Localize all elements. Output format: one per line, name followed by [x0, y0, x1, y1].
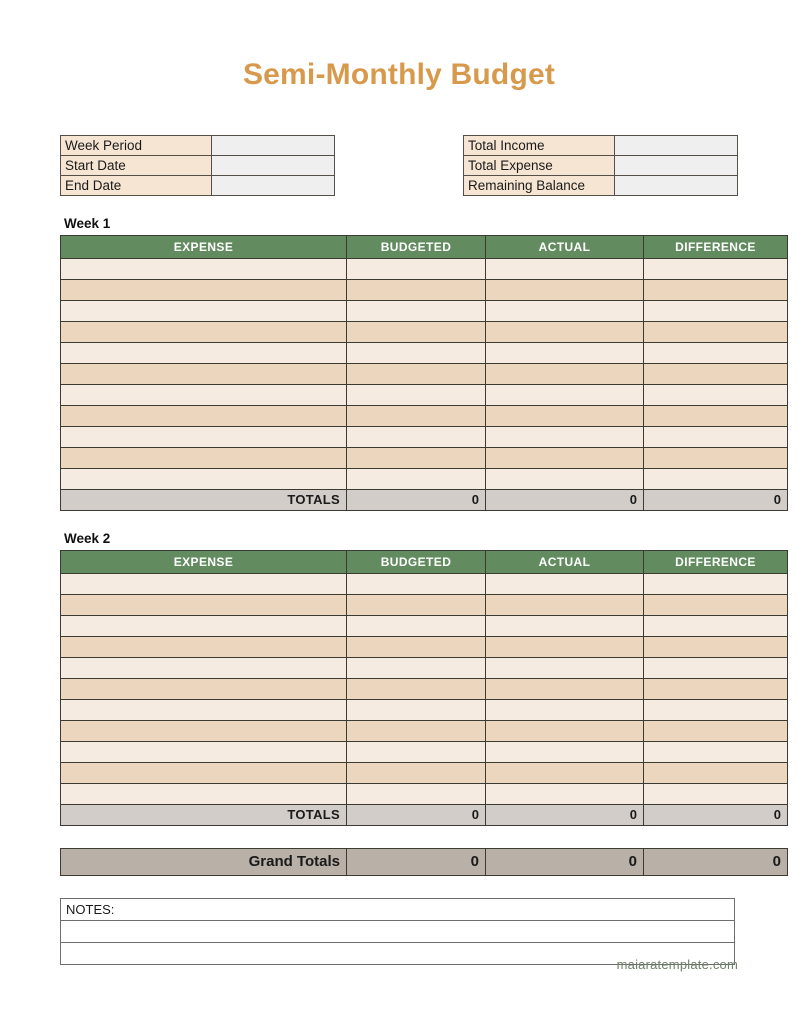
week2-cell-difference[interactable]: [644, 595, 788, 616]
table-row: [61, 616, 788, 637]
week1-cell-budgeted[interactable]: [347, 322, 486, 343]
table-header-row: [61, 236, 788, 259]
week2-table-head: [61, 551, 788, 574]
total-income-value[interactable]: [615, 136, 738, 156]
week1-cell-expense[interactable]: [61, 385, 347, 406]
total-expense-label: Total Expense: [464, 156, 615, 176]
week2-cell-expense[interactable]: [61, 721, 347, 742]
week1-totals-label: TOTALS: [61, 490, 347, 511]
week2-cell-actual[interactable]: [486, 700, 644, 721]
week1-cell-actual[interactable]: [486, 427, 644, 448]
week1-totals-row: [61, 490, 788, 511]
week2-cell-expense[interactable]: [61, 616, 347, 637]
site-credit: maiaratemplate.com: [616, 957, 738, 972]
week2-cell-budgeted[interactable]: [347, 574, 486, 595]
end-date-label: End Date: [61, 176, 212, 196]
week1-cell-difference[interactable]: [644, 385, 788, 406]
week1-cell-difference[interactable]: [644, 406, 788, 427]
week2-cell-expense[interactable]: [61, 763, 347, 784]
table-row: [61, 742, 788, 763]
week2-totals-difference: 0: [644, 805, 788, 826]
week1-cell-budgeted[interactable]: [347, 364, 486, 385]
grand-totals-label: Grand Totals: [61, 849, 347, 876]
week2-cell-actual[interactable]: [486, 595, 644, 616]
week1-cell-actual[interactable]: [486, 469, 644, 490]
week1-cell-actual[interactable]: [486, 322, 644, 343]
grand-totals-row: [61, 849, 788, 876]
week2-cell-actual[interactable]: [486, 574, 644, 595]
week1-table: [60, 235, 788, 511]
notes-line[interactable]: [61, 921, 735, 943]
table-row: [61, 763, 788, 784]
table-row: [61, 406, 788, 427]
week2-cell-expense[interactable]: [61, 679, 347, 700]
week1-totals-actual: 0: [486, 490, 644, 511]
week2-cell-difference[interactable]: [644, 700, 788, 721]
week2-table: [60, 550, 788, 826]
week2-cell-budgeted[interactable]: [347, 595, 486, 616]
week2-cell-expense[interactable]: [61, 742, 347, 763]
week2-cell-difference[interactable]: [644, 679, 788, 700]
week1-cell-difference[interactable]: [644, 448, 788, 469]
week1-cell-expense[interactable]: [61, 364, 347, 385]
week1-heading: Week 1: [64, 216, 111, 231]
column-header-budgeted: BUDGETED: [347, 551, 486, 574]
week2-cell-difference[interactable]: [644, 784, 788, 805]
end-date-value[interactable]: [212, 176, 335, 196]
table-row: [61, 364, 788, 385]
grand-totals-table: [60, 848, 788, 876]
start-date-label: Start Date: [61, 156, 212, 176]
table-row: [61, 427, 788, 448]
week-period-label: Week Period: [61, 136, 212, 156]
week2-cell-difference[interactable]: [644, 721, 788, 742]
column-header-budgeted: BUDGETED: [347, 236, 486, 259]
table-row: [61, 280, 788, 301]
week2-totals-label: TOTALS: [61, 805, 347, 826]
week2-cell-budgeted[interactable]: [347, 658, 486, 679]
week2-heading: Week 2: [64, 531, 111, 546]
week1-cell-actual[interactable]: [486, 259, 644, 280]
week2-cell-expense[interactable]: [61, 574, 347, 595]
week1-cell-actual[interactable]: [486, 406, 644, 427]
column-header-expense: EXPENSE: [61, 236, 347, 259]
summary-info-body: [464, 136, 738, 196]
table-header-row: [61, 551, 788, 574]
table-row: [61, 595, 788, 616]
week1-cell-budgeted[interactable]: [347, 301, 486, 322]
grand-totals-actual: 0: [486, 849, 644, 876]
week1-cell-expense[interactable]: [61, 469, 347, 490]
week2-cell-difference[interactable]: [644, 616, 788, 637]
notes-body: [61, 899, 735, 965]
week2-cell-difference[interactable]: [644, 658, 788, 679]
week1-table-body: [61, 259, 788, 490]
week1-cell-budgeted[interactable]: [347, 385, 486, 406]
table-row: [61, 637, 788, 658]
week2-cell-actual[interactable]: [486, 616, 644, 637]
remaining-balance-label: Remaining Balance: [464, 176, 615, 196]
page-title: Semi-Monthly Budget: [242, 58, 556, 91]
week1-cell-actual[interactable]: [486, 280, 644, 301]
week1-table-foot: [61, 490, 788, 511]
table-row: [61, 343, 788, 364]
week1-cell-difference[interactable]: [644, 322, 788, 343]
week2-cell-expense[interactable]: [61, 658, 347, 679]
week1-table-head: [61, 236, 788, 259]
column-header-actual: ACTUAL: [486, 236, 644, 259]
week2-cell-actual[interactable]: [486, 763, 644, 784]
week1-cell-difference[interactable]: [644, 280, 788, 301]
week2-cell-expense[interactable]: [61, 595, 347, 616]
table-row: [61, 469, 788, 490]
week2-cell-budgeted[interactable]: [347, 637, 486, 658]
total-expense-value[interactable]: [615, 156, 738, 176]
table-row: [61, 259, 788, 280]
grand-totals-budgeted: 0: [347, 849, 486, 876]
week2-cell-actual[interactable]: [486, 658, 644, 679]
column-header-difference: DIFFERENCE: [644, 236, 788, 259]
table-row: [61, 721, 788, 742]
week1-cell-expense[interactable]: [61, 427, 347, 448]
week1-cell-actual[interactable]: [486, 301, 644, 322]
table-row: [61, 679, 788, 700]
table-row: [464, 136, 738, 156]
week2-table-body: [61, 574, 788, 805]
week1-cell-expense[interactable]: [61, 406, 347, 427]
week2-cell-actual[interactable]: [486, 679, 644, 700]
week1-cell-difference[interactable]: [644, 301, 788, 322]
table-row: [61, 385, 788, 406]
week2-cell-budgeted[interactable]: [347, 742, 486, 763]
period-info-body: [61, 136, 335, 196]
week1-cell-expense[interactable]: [61, 343, 347, 364]
week1-totals-budgeted: 0: [347, 490, 486, 511]
week2-cell-expense[interactable]: [61, 784, 347, 805]
notes-label[interactable]: NOTES:: [61, 899, 735, 921]
week1-cell-expense[interactable]: [61, 322, 347, 343]
table-row: [464, 176, 738, 196]
week2-cell-budgeted[interactable]: [347, 679, 486, 700]
week1-cell-budgeted[interactable]: [347, 406, 486, 427]
week1-cell-budgeted[interactable]: [347, 469, 486, 490]
remaining-balance-value[interactable]: [615, 176, 738, 196]
week2-cell-actual[interactable]: [486, 742, 644, 763]
table-row: [61, 921, 735, 943]
table-row: [61, 700, 788, 721]
week1-cell-actual[interactable]: [486, 448, 644, 469]
week1-cell-difference[interactable]: [644, 364, 788, 385]
grand-totals-difference: 0: [644, 849, 788, 876]
table-row: [61, 658, 788, 679]
week1-cell-budgeted[interactable]: [347, 448, 486, 469]
week1-cell-difference[interactable]: [644, 469, 788, 490]
week2-cell-expense[interactable]: [61, 637, 347, 658]
week1-cell-expense[interactable]: [61, 301, 347, 322]
week1-cell-expense[interactable]: [61, 280, 347, 301]
week1-cell-budgeted[interactable]: [347, 427, 486, 448]
week1-cell-difference[interactable]: [644, 259, 788, 280]
table-row: [61, 448, 788, 469]
week2-cell-budgeted[interactable]: [347, 616, 486, 637]
week2-cell-difference[interactable]: [644, 742, 788, 763]
week1-cell-actual[interactable]: [486, 364, 644, 385]
start-date-value[interactable]: [212, 156, 335, 176]
info-tables-row: [60, 135, 738, 196]
week1-cell-expense[interactable]: [61, 259, 347, 280]
week1-cell-budgeted[interactable]: [347, 343, 486, 364]
week2-cell-actual[interactable]: [486, 637, 644, 658]
week1-cell-budgeted[interactable]: [347, 280, 486, 301]
week2-cell-difference[interactable]: [644, 763, 788, 784]
week1-cell-expense[interactable]: [61, 448, 347, 469]
table-row: [61, 176, 335, 196]
notes-table: [60, 898, 735, 965]
table-row: [61, 574, 788, 595]
week2-totals-row: [61, 805, 788, 826]
table-row: [464, 156, 738, 176]
period-info-table: [60, 135, 335, 196]
table-row: [61, 156, 335, 176]
week1-cell-difference[interactable]: [644, 427, 788, 448]
week2-cell-budgeted[interactable]: [347, 784, 486, 805]
column-header-actual: ACTUAL: [486, 551, 644, 574]
table-row: [61, 899, 735, 921]
week1-cell-actual[interactable]: [486, 343, 644, 364]
week2-cell-budgeted[interactable]: [347, 700, 486, 721]
week1-totals-difference: 0: [644, 490, 788, 511]
week2-totals-actual: 0: [486, 805, 644, 826]
table-row: [61, 322, 788, 343]
week2-cell-actual[interactable]: [486, 784, 644, 805]
grand-totals-body: [61, 849, 788, 876]
week-period-value[interactable]: [212, 136, 335, 156]
week2-cell-budgeted[interactable]: [347, 763, 486, 784]
week2-totals-budgeted: 0: [347, 805, 486, 826]
table-row: [61, 136, 335, 156]
table-row: [61, 301, 788, 322]
table-row: [61, 784, 788, 805]
column-header-expense: EXPENSE: [61, 551, 347, 574]
week2-cell-actual[interactable]: [486, 721, 644, 742]
week1-cell-actual[interactable]: [486, 385, 644, 406]
total-income-label: Total Income: [464, 136, 615, 156]
column-header-difference: DIFFERENCE: [644, 551, 788, 574]
week1-cell-difference[interactable]: [644, 343, 788, 364]
week2-cell-budgeted[interactable]: [347, 721, 486, 742]
week1-cell-budgeted[interactable]: [347, 259, 486, 280]
week2-cell-difference[interactable]: [644, 637, 788, 658]
week2-cell-difference[interactable]: [644, 574, 788, 595]
summary-info-table: [463, 135, 738, 196]
week2-table-foot: [61, 805, 788, 826]
week2-cell-expense[interactable]: [61, 700, 347, 721]
